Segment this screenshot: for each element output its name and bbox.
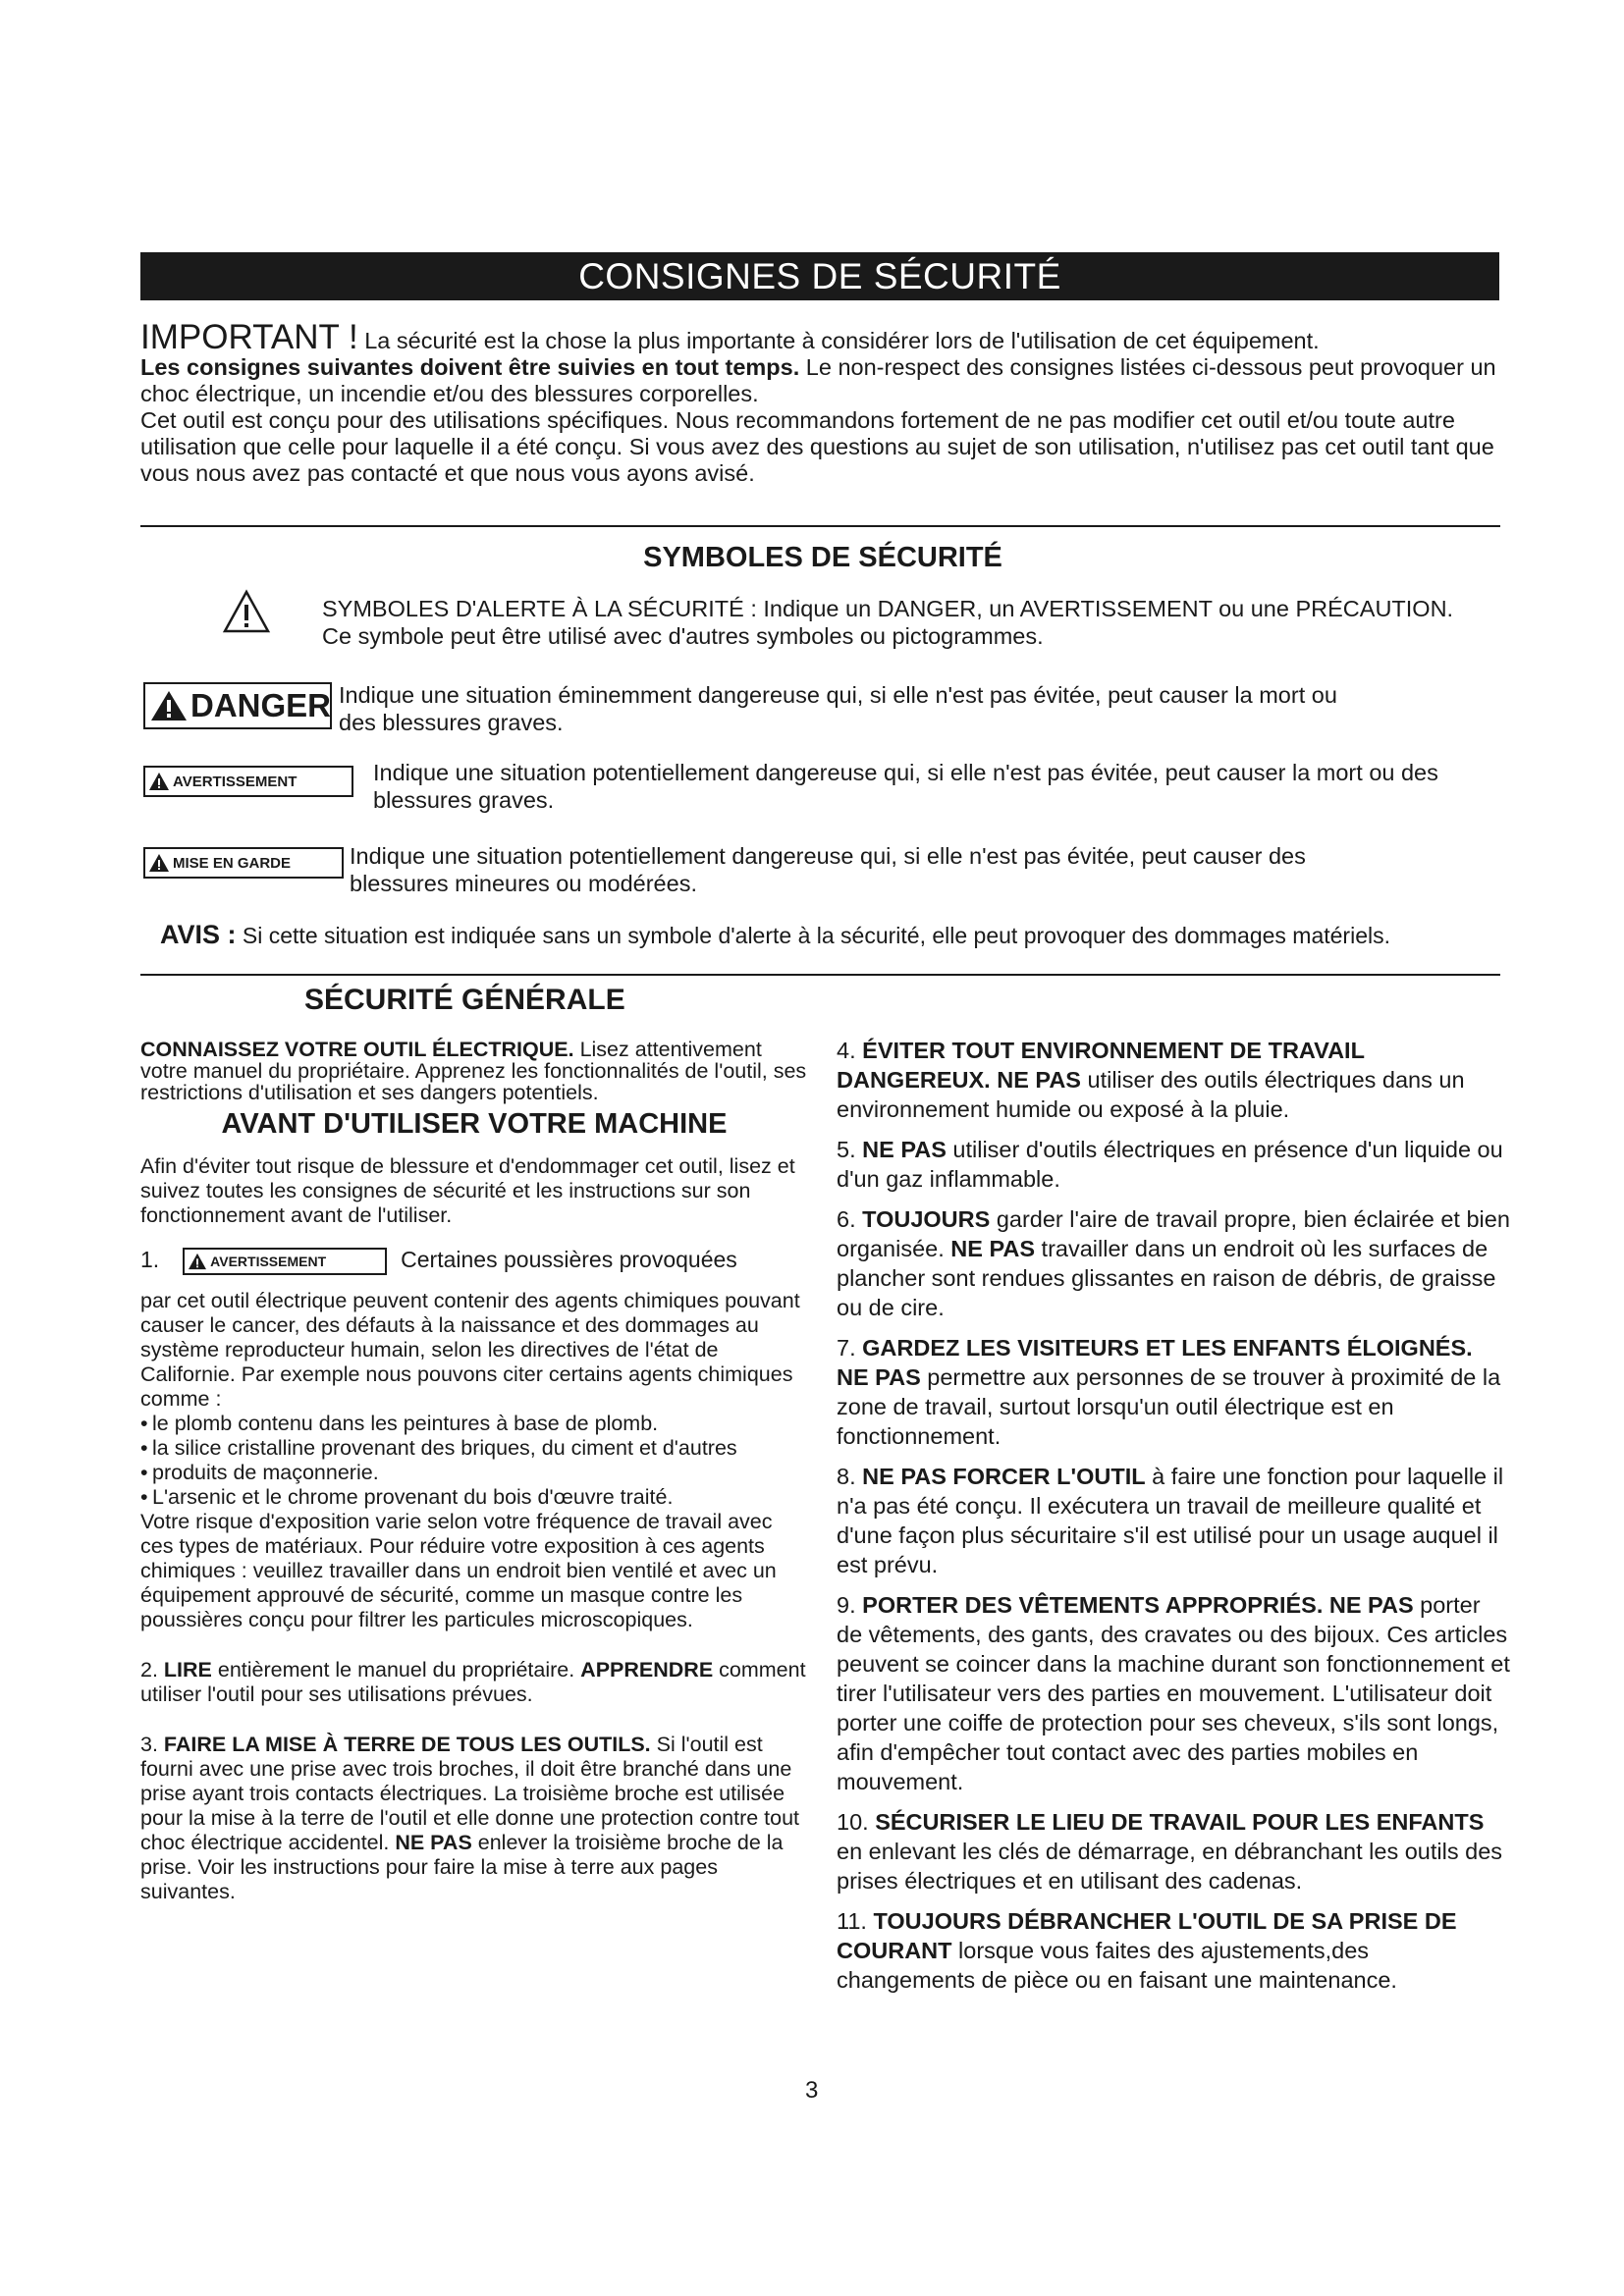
list-item: • L'arsenic et le chrome provenant du bois d'œuvre traité. [140, 1485, 808, 1510]
item-10: 10. SÉCURISER LE LIEU DE TRAVAIL POUR LES ENFANTS en enlevant les clés de démarrage, en débranchant les outils des prises électriques et en utilisant des cadenas. [837, 1809, 1503, 1894]
list-item: • le plomb contenu dans les peintures à base de plomb. [140, 1412, 808, 1436]
item-4: 4. ÉVITER TOUT ENVIRONNEMENT DE TRAVAIL DANGEREUX. NE PAS utiliser des outils électriques dans un environnement humide ou exposé à la pluie. [837, 1038, 1465, 1122]
warning-triangle-icon [188, 1253, 207, 1270]
divider [140, 974, 1500, 976]
warning-label: AVERTISSEMENT [183, 1248, 387, 1275]
important-label: IMPORTANT ! [140, 318, 358, 356]
general-heading: SÉCURITÉ GÉNÉRALE [304, 984, 625, 1016]
avant-text: Afin d'éviter tout risque de blessure et d'endommager cet outil, lisez et suivez toutes les consignes de sécurité et les instructions sur son fonctionnement avant de l'utiliser. [140, 1154, 795, 1227]
caution-label: MISE EN GARDE [143, 847, 344, 879]
item-6: 6. TOUJOURS garder l'aire de travail propre, bien éclairée et bien organisée. NE PAS travailler dans un endroit où les surfaces de plancher sont rendues glissantes en raison de débris, de graisse ou de cire. [837, 1206, 1510, 1320]
left-column [140, 1039, 808, 1918]
chemical-agents-list [140, 1412, 808, 1510]
warning-triangle-icon [148, 772, 170, 791]
warning-triangle-icon [149, 689, 189, 722]
warning-triangle-icon [148, 853, 170, 873]
item-5: 5. NE PAS utiliser d'outils électriques en présence d'un liquide ou d'un gaz inflammable. [837, 1137, 1503, 1192]
page-title: CONSIGNES DE SÉCURITÉ [140, 252, 1499, 300]
intro-block [140, 318, 1505, 487]
item-1: 1. AVERTISSEMENT Certaines poussières provoquées [140, 1248, 808, 1275]
item-1-exposure: Votre risque d'exposition varie selon votre fréquence de travail avec ces types de matériaux. Pour réduire votre exposition à ces agents chimiques : veuillez travailler dans un endroit bien ventilé et avec un équipement approuvé de sécurité, comme un masque contre les poussières conçu pour filtrer les particules microscopiques. [140, 1510, 777, 1632]
item-11: 11. TOUJOURS DÉBRANCHER L'OUTIL DE SA PRISE DE COURANT lorsque vous faites des ajustements,des changements de pièce ou en faisant une maintenance. [837, 1908, 1457, 1993]
divider [140, 525, 1500, 527]
danger-label: DANGER [143, 682, 332, 729]
item-3: 3. FAIRE LA MISE À TERRE DE TOUS LES OUTILS. Si l'outil est fourni avec une prise avec trois broches, il doit être branché dans une prise ayant trois contacts électriques. La troisième broche est utilisée pour la mise à la terre de l'outil et elle donne une protection contre tout choc électrique accidentel. NE PAS enlever la troisième broche de la prise. Voir les instructions pour faire la mise à terre aux pages suivantes. [140, 1733, 800, 1904]
item-7: 7. GARDEZ LES VISITEURS ET LES ENFANTS ÉLOIGNÉS. NE PAS permettre aux personnes de se trouver à proximité de la zone de travail, surtout lorsqu'un outil électrique est en fonctionnement. [837, 1335, 1501, 1449]
alert-symbol-text: SYMBOLES D'ALERTE À LA SÉCURITÉ : Indique un DANGER, un AVERTISSEMENT ou une PRÉCAUTION. Ce symbole peut être utilisé avec d'autres symboles ou pictogrammes. [322, 596, 1454, 649]
intro-line-2: Les consignes suivantes doivent être suivies en tout temps. Le non-respect des consignes listées ci-dessous peut provoquer un choc électrique, un incendie et/ou des blessures corporelles. [140, 354, 1496, 406]
item-8: 8. NE PAS FORCER L'OUTIL à faire une fonction pour laquelle il n'a pas été conçu. Il exécutera un travail de meilleure qualité et d'une façon plus sécuritaire s'il est utilisé pour un usage auquel il est prévu. [837, 1464, 1504, 1577]
intro-line-1: IMPORTANT ! La sécurité est la chose la plus importante à considérer lors de l'utilisation de cet équipement. [140, 318, 1320, 356]
item-2: 2. LIRE entièrement le manuel du propriétaire. APPRENDRE comment utiliser l'outil pour ses utilisations prévues. [140, 1658, 806, 1707]
caution-text: Indique une situation potentiellement dangereuse qui, si elle n'est pas évitée, peut causer des blessures mineures ou modérées. [350, 843, 1306, 896]
list-item: • produits de maçonnerie. [140, 1461, 808, 1485]
intro-line-3: Cet outil est conçu pour des utilisations spécifiques. Nous recommandons fortement de ne pas modifier cet outil et/ou toute autre utilisation que celle pour laquelle il a été conçu. Si vous avez des questions au sujet de son utilisation, n'utilisez pas cet outil tant que vous nous avez pas contacté et que nous vous ayons avisé. [140, 407, 1494, 486]
warning-text: Indique une situation potentiellement dangereuse qui, si elle n'est pas évitée, peut causer la mort ou des blessures graves. [373, 760, 1438, 813]
avant-heading: AVANT D'UTILISER VOTRE MACHINE [221, 1108, 728, 1140]
page-number: 3 [805, 2077, 819, 2104]
warning-triangle-icon [222, 589, 271, 634]
list-item: • la silice cristalline provenant des briques, du ciment et d'autres [140, 1436, 808, 1461]
item-1-body: par cet outil électrique peuvent contenir des agents chimiques pouvant causer le cancer, des défauts à la naissance et des dommages au système reproducteur humain, selon les directives de l'état de Californie. Par exemple nous pouvons citer certains agents chimiques comme : [140, 1289, 800, 1412]
right-column [837, 1036, 1510, 2005]
warning-label: AVERTISSEMENT [143, 766, 353, 797]
symbols-heading: SYMBOLES DE SÉCURITÉ [643, 542, 1002, 573]
danger-text: Indique une situation éminemment dangereuse qui, si elle n'est pas évitée, peut causer la mort ou des blessures graves. [339, 682, 1337, 735]
know-your-tool: CONNAISSEZ VOTRE OUTIL ÉLECTRIQUE. Lisez attentivement votre manuel du propriétaire. Apprenez les fonctionnalités de l'outil, ses restrictions d'utilisation et ses dangers potentiels. [140, 1038, 807, 1104]
avis-note: AVIS : Si cette situation est indiquée sans un symbole d'alerte à la sécurité, elle peut provoquer des dommages matériels. [160, 920, 1390, 949]
item-9: 9. PORTER DES VÊTEMENTS APPROPRIÉS. NE PAS porter de vêtements, des gants, des cravates ou des bijoux. Ces articles peuvent se coincer dans la machine durant son fonctionnement et tirer l'utilisateur vers des parties en mouvement. L'utilisateur doit porter une coiffe de protection pour ses cheveux, s'ils sont longs, afin d'empêcher tout contact avec des parties mobiles en mouvement. [837, 1592, 1510, 1794]
